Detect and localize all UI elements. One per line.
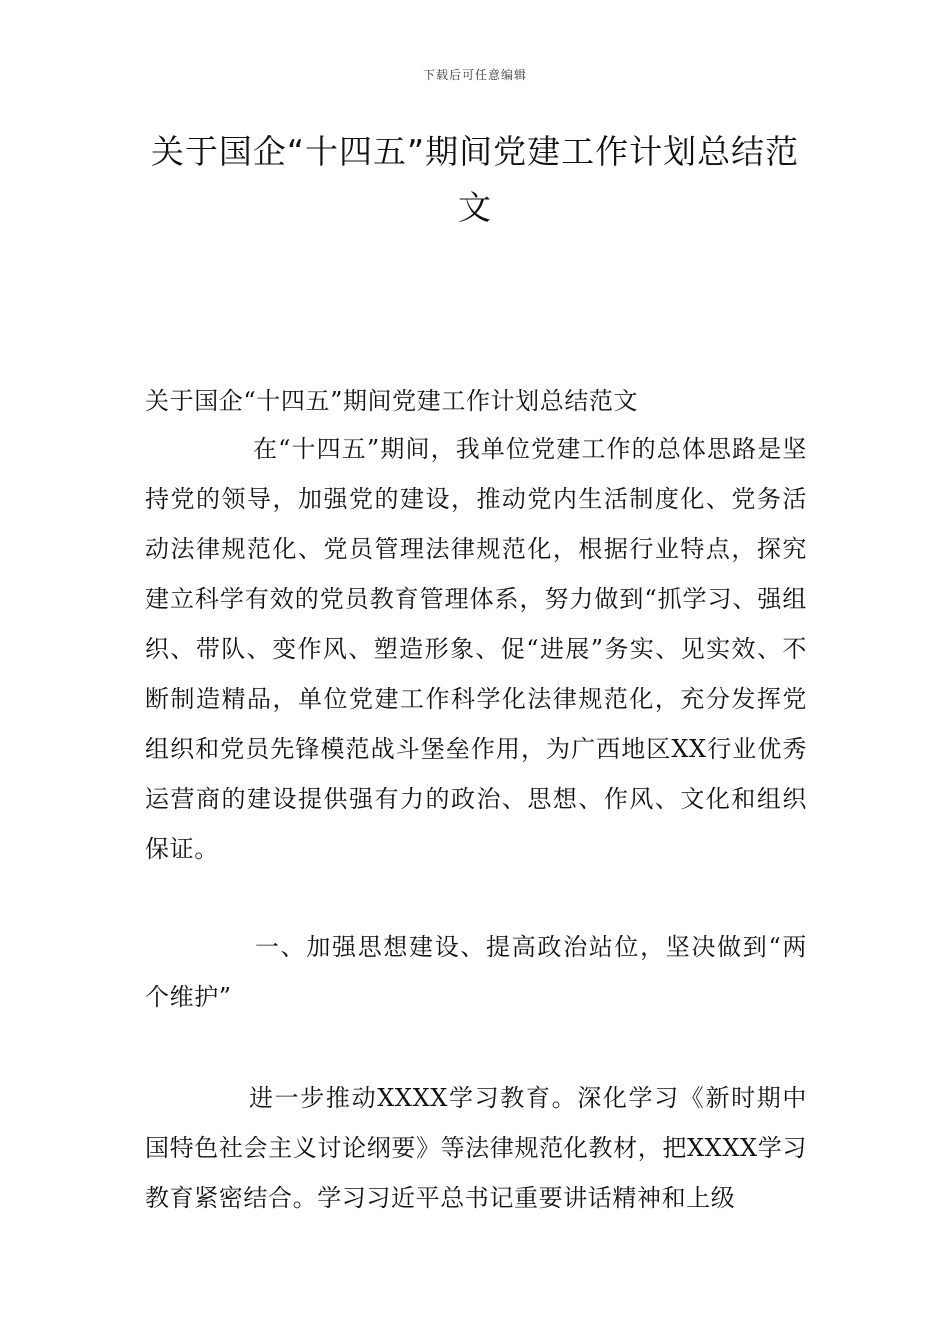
section-heading: 一、加强思想建设、提高政治站位，坚决做到“两个维护” <box>145 933 807 1011</box>
intro-paragraph: 在“十四五”期间，我单位党建工作的总体思路是坚持党的领导，加强党的建设，推动党内生活制度化、党务活动法律规范化、党员管理法律规范化，根据行业特点，探究建立科学有效的党员教育管理体系，努力做到“抓学习、强组织、带队、变作风、塑造形象、促“进展”务实、见实效、不断制造精品，单位党建工作科学化法律规范化，充分发挥党组织和党员先锋模范战斗堡垒作用，为广西地区XX行业优秀运营商的建设提供强有力的政治、思想、作风、文化和组织保证。 <box>145 435 807 863</box>
document-title: 关于国企“十四五”期间党建工作计划总结范文 <box>150 132 800 227</box>
section-paragraph: 进一步推动XXXX学习教育。深化学习《新时期中国特色社会主义讨论纲要》等法律规范化教材，把XXXX学习教育紧密结合。学习习近平总书记重要讲话精神和上级 <box>145 1084 807 1212</box>
header-note: 下载后可任意编辑 <box>422 68 527 82</box>
document-subtitle: 关于国企“十四五”期间党建工作计划总结范文 <box>145 387 639 415</box>
